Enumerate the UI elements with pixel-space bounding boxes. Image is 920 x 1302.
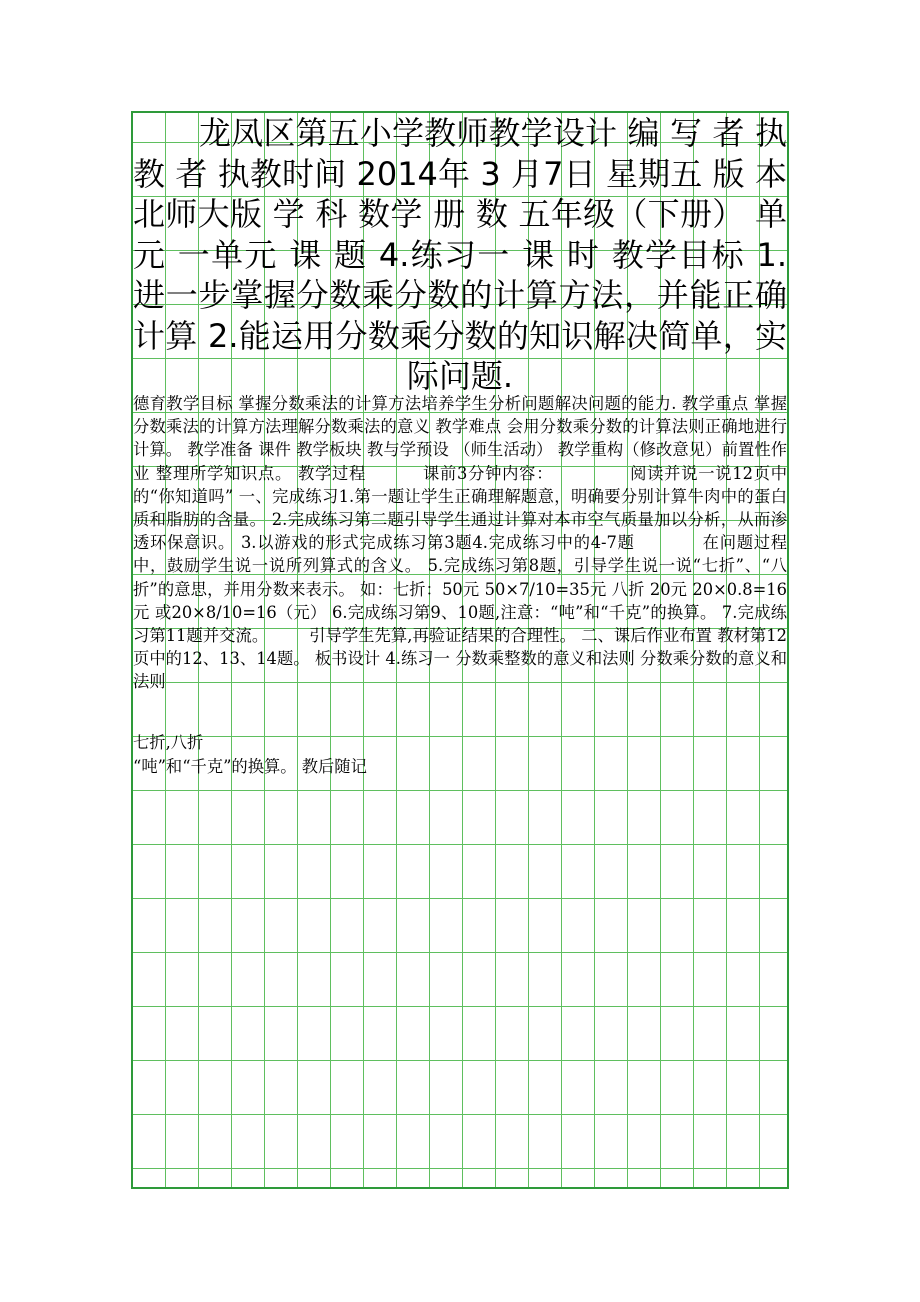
lesson-body: 德育教学目标 掌握分数乘法的计算方法培养学生分析问题解决问题的能力. 教学重点 掌握分数乘法的计算方法理解分数乘法的意义 教学难点 会用分数乘分数的计算法则正确地进行计算。 教学准备 课件 教学板块 教与学预设 （师生活动） 教学重构（修改意见）前置性作业 整理所学知识点。 教学过程 课前3分钟内容： 阅读并说一说12页中的“你知道吗” 一、完成练习1.第一题让学生正确理解题意，明确要分别计算牛肉中的蛋白质和脂肪的含量。 2.完成练习第二题引导学生通过计算对本市空气质量加以分析，从而渗透环保意识。 3.以游戏的形式完成练习第3题4.完成练习中的4-7题 在问题过程中，鼓励学生说一说所列算式的含义。 5.完成练习第8题，引导学生说一说“七折”、“八折”的意思，并用分数来表示。 如：七折：50元 50×7/10=35元 八折 20元 20×0.8=16元 或20×8/10=16（元） 6.完成练习第9、10题,注意：“吨”和“千克”的换算。 7.完成练习第11题并交流。 引导学生先算,再验证结果的合理性。 二、课后作业布置 教材第12页中的12、13、14题。 板书设计 4.练习一 分数乘整数的意义和法则 分数乘分数的意义和法则	[133, 394, 787, 692]
board-note-discounts: 七折,八折	[133, 733, 204, 752]
board-note-units: “吨”和“千克”的换算。 教后随记	[133, 757, 367, 776]
header-text: 龙凤区第五小学教师教学设计 编 写 者 执 教 者 执教时间 2014年 3 月7日 星期五 版 本 北师大版 学 科 数学 册 数 五年级（下册） 单 元 一单元 课 题 4.练习一 课 时 教学目标 1.进一步掌握分数乘分数的计算方法，并能正确计算 2.能运用分数乘分数的知识解决简单，实际问题.	[133, 114, 787, 395]
lesson-header	[133, 113, 787, 397]
